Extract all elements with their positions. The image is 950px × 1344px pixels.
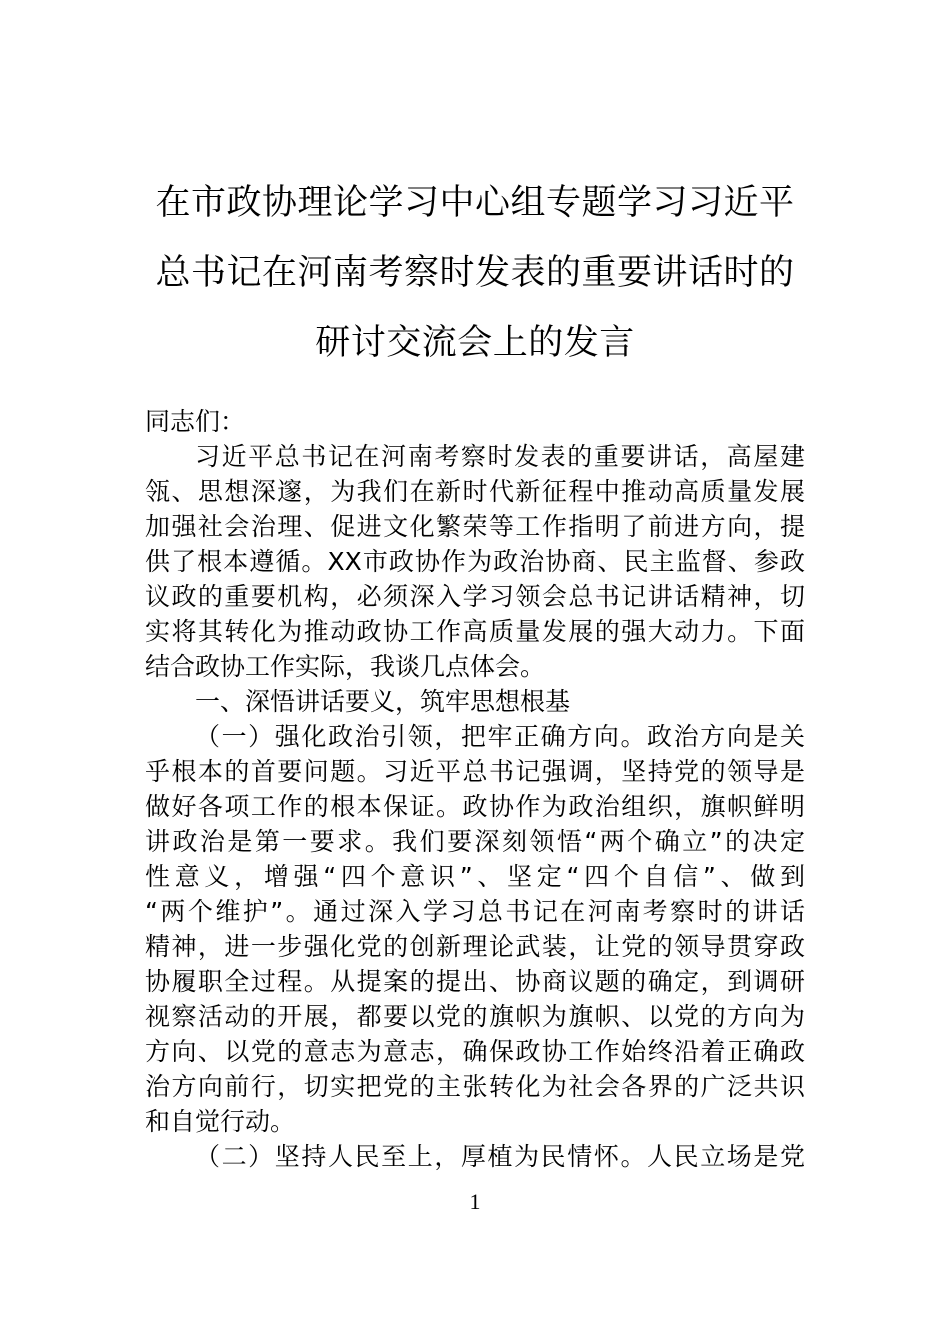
paragraph-line: 做好各项工作的根本保证。政协作为政治组织，旗帜鲜明 <box>145 792 805 821</box>
paragraph-line: 乎根本的首要问题。习近平总书记强调，坚持党的领导是 <box>145 757 805 786</box>
paragraph-line: 治方向前行，切实把党的主张转化为社会各界的广泛共识 <box>145 1072 805 1101</box>
paragraph-line: （一）强化政治引领，把牢正确方向。政治方向是关 <box>195 722 805 751</box>
paragraph-line: 方向、以党的意志为意志，确保政协工作始终沿着正确政 <box>145 1037 805 1066</box>
title-line: 研讨交流会上的发言 <box>315 323 635 363</box>
paragraph-line: 视察活动的开展，都要以党的旗帜为旗帜、以党的方向为 <box>145 1002 805 1031</box>
section-paragraph <box>145 719 805 1139</box>
paragraph-line: 瓴、思想深邃，为我们在新时代新征程中推动高质量发展 <box>145 477 805 506</box>
title-line: 总书记在河南考察时发表的重要讲话时的 <box>155 253 795 293</box>
page-number: 1 <box>469 1189 481 1214</box>
heading-line: 一、深悟讲话要义，筑牢思想根基 <box>195 687 571 716</box>
document-title <box>100 168 850 378</box>
paragraph-line: “两个维护”。通过深入学习总书记在河南考察时的讲话 <box>145 897 805 926</box>
document-body <box>145 404 805 1174</box>
intro-paragraph <box>145 439 805 684</box>
paragraph-line: 实将其转化为推动政协工作高质量发展的强大动力。下面 <box>145 617 805 646</box>
paragraph-line: 讲政治是第一要求。我们要深刻领悟“两个确立”的决定 <box>145 827 805 856</box>
paragraph-line: 议政的重要机构，必须深入学习领会总书记讲话精神，切 <box>145 582 805 611</box>
paragraph-line: 和自觉行动。 <box>145 1107 296 1136</box>
paragraph-line: 供了根本遵循。XX市政协作为政治协商、民主监督、参政 <box>145 547 805 576</box>
paragraph-line: 习近平总书记在河南考察时发表的重要讲话，高屋建 <box>195 442 805 471</box>
title-line: 在市政协理论学习中心组专题学习习近平 <box>155 183 795 223</box>
paragraph-line: 精神，进一步强化党的创新理论武装，让党的领导贯穿政 <box>145 932 805 961</box>
paragraph-line: 加强社会治理、促进文化繁荣等工作指明了前进方向，提 <box>145 512 805 541</box>
paragraph-line: 性意义，增强“四个意识”、坚定“四个自信”、做到 <box>145 862 805 891</box>
paragraph-line: （二）坚持人民至上，厚植为民情怀。人民立场是党 <box>195 1142 805 1171</box>
paragraph-line: 结合政协工作实际，我谈几点体会。 <box>145 652 546 681</box>
section-paragraph <box>145 1139 805 1174</box>
paragraph-line: 协履职全过程。从提案的提出、协商议题的确定，到调研 <box>145 967 805 996</box>
salutation: 同志们： <box>145 407 246 436</box>
section-heading <box>145 684 805 719</box>
